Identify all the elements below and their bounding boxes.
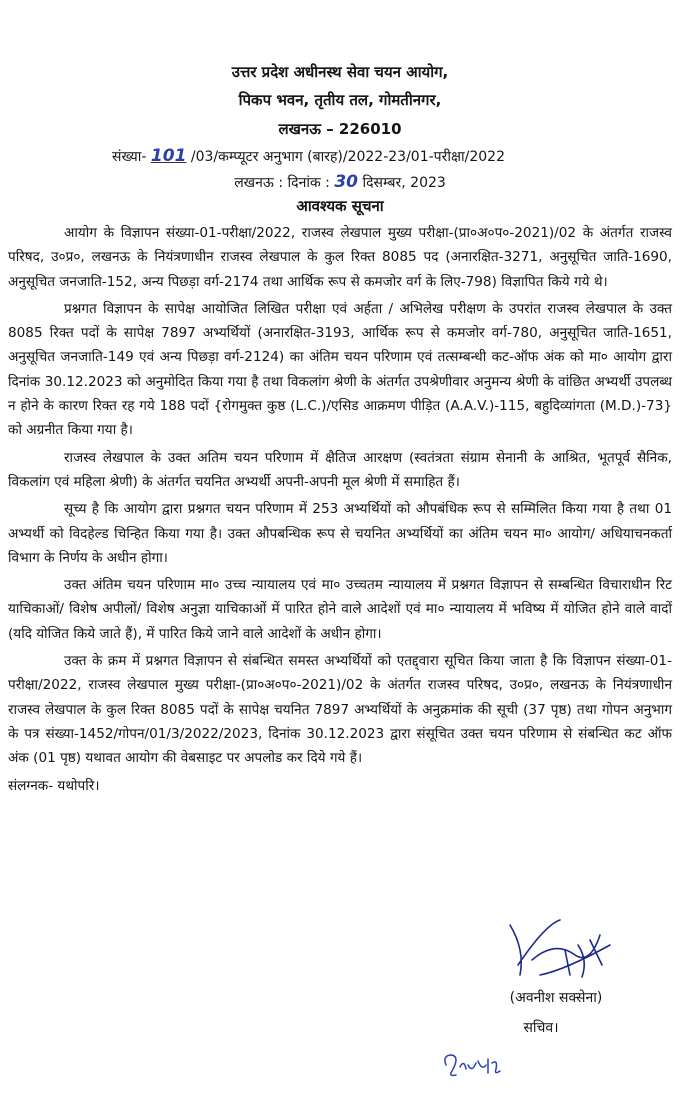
date-handwritten-day: 30 bbox=[334, 172, 359, 192]
notice-title: आवश्यक सूचना bbox=[296, 197, 384, 215]
paragraph-provisional: सूच्य है कि आयोग द्वारा प्रश्नगत चयन परिणाम में 253 अभ्यर्थियों को औपबंधिक रूप से सम्मिलित किया गया है तथा 01 अभ्यर्थी को विदहेल्ड चिन्हित किया गया है। उक्त औपबन्धिक रूप से चयनित अभ्यर्थियों का अंतिम चयन मा० आयोग/ अधियाचनकर्ता विभाग के निर्णय के अधीन होगा। bbox=[8, 501, 672, 566]
reference-handwritten-number: 101 bbox=[150, 146, 187, 166]
signatory-designation: सचिव। bbox=[523, 1020, 559, 1036]
commission-name: उत्तर प्रदेश अधीनस्थ सेवा चयन आयोग, bbox=[231, 63, 449, 81]
reference-prefix: संख्या- bbox=[112, 149, 147, 165]
paragraph-advertisement: आयोग के विज्ञापन संख्या-01-परीक्षा/2022, राजस्व लेखपाल मुख्य परीक्षा-(प्रा०अ०प०-2021)/02 के अंतर्गत राजस्व परिषद, उ०प्र०, लखनऊ के नियंत्रणाधीन राजस्व लेखपाल के कुल रिक्त 8085 पद (अनारक्षित-3271, अनुसूचित जाति-1690, अनुसूचित जनजाति-152, अन्य पिछड़ा वर्ग-2174 तथा आर्थिक रूप से कमजोर वर्ग के लिए-798) विज्ञापित किये गये थे। bbox=[8, 225, 672, 290]
paragraph-court-cases: उक्त अंतिम चयन परिणाम मा० उच्च न्यायालय एवं मा० उच्चतम न्यायालय में प्रश्नगत विज्ञापन से सम्बन्धित विचाराधीन रिट याचिकाओं/ विशेष अपीलों/ विशेष अनुज्ञा याचिकाओं में पारित होने वाले आदेशों एवं मा० न्यायालय में भविष्य में योजित होने वाले वादों (यदि योजित किये जाते हैं), में पारित किये जाने वाले आदेशों के अधीन होगा। bbox=[8, 577, 673, 642]
date-suffix: दिसम्बर, 2023 bbox=[362, 175, 446, 191]
date-line bbox=[0, 172, 680, 192]
reference-suffix: /03/कम्प्यूटर अनुभाग (बारह)/2022-23/01-परीक्षा/2022 bbox=[190, 149, 505, 165]
paragraph-upload-notice: उक्त के क्रम में प्रश्नगत विज्ञापन से संबन्धित समस्त अभ्यर्थियों को एतद्द्वारा सूचित किया जाता है कि विज्ञापन संख्या-01-परीक्षा/2022, राजस्व लेखपाल मुख्य परीक्षा-(प्रा०अ०प०-2021)/02 के अंतर्गत राजस्व परिषद, उ०प्र०, लखनऊ के नियंत्रणाधीन राजस्व लेखपाल के कुल रिक्त 8085 पदों के सापेक्ष चयनित 7897 अभ्यर्थियों के अनुक्रमांक की सूची (37 पृष्ठ) तथा गोपन अनुभाग के पत्र संख्या-1452/गोपन/01/3/2022/2023, दिनांक 30.12.2023 द्वारा संसूचित उक्त चयन परिणाम से संबन्धित कट ऑफ अंक (01 पृष्ठ) यथावत आयोग की वेबसाइट पर अपलोड कर दिये गये हैं। bbox=[8, 653, 672, 767]
paragraph-final-result: प्रश्नगत विज्ञापन के सापेक्ष आयोजित लिखित परीक्षा एवं अर्हता / अभिलेख परीक्षण के उपरांत राजस्व लेखपाल के उक्त 8085 रिक्त पदों के सापेक्ष 7897 अभ्यर्थियों (अनारक्षित-3193, आर्थिक रूप से कमजोर वर्ग-780, अनुसूचित जाति-1651, अनुसूचित जनजाति-149 एवं अन्य पिछड़ा वर्ग-2124) का अंतिम चयन परिणाम एवं तत्सम्बन्धी कट-ऑफ अंक को मा० आयोग द्वारा दिनांक 30.12.2023 को अनुमोदित किया गया है तथा विकलांग श्रेणी के अंतर्गत उपश्रेणीवार अनुमन्य श्रेणी के वांछित अभ्यर्थी उपलब्ध न होने के कारण रिक्त रह गये 188 पदों {रोगमुक्त कुष्ठ (L.C.)/एसिड आक्रमण पीड़ित (A.A.V.)-115, बहुदिव्यांगता (M.D.)-73} को अग्रनीत किया गया है। bbox=[8, 300, 672, 439]
notice-body bbox=[8, 221, 672, 801]
commission-city: लखनऊ – 226010 bbox=[278, 120, 402, 138]
commission-address: पिकप भवन, तृतीय तल, गोमतीनगर, bbox=[238, 91, 442, 109]
paragraph-horizontal-reservation: राजस्व लेखपाल के उक्त अतिम चयन परिणाम में क्षैतिज आरक्षण (स्वतंत्रता संग्राम सेनानी के आश्रित, भूतपूर्व सैनिक, विकलांग एवं महिला श्रेणी) के अंतर्गत चयनित अभ्यर्थी अपनी-अपनी मूल श्रेणी में समाहित हैं। bbox=[8, 449, 672, 490]
signatory-name: (अवनीश सक्सेना) bbox=[509, 990, 603, 1006]
reference-number-line bbox=[112, 146, 572, 166]
initials-image bbox=[438, 1045, 518, 1085]
date-prefix: लखनऊ : दिनांक : bbox=[234, 175, 330, 191]
signature-image bbox=[470, 905, 620, 990]
enclosure-line: संलग्नक- यथोपरि। bbox=[8, 777, 100, 794]
